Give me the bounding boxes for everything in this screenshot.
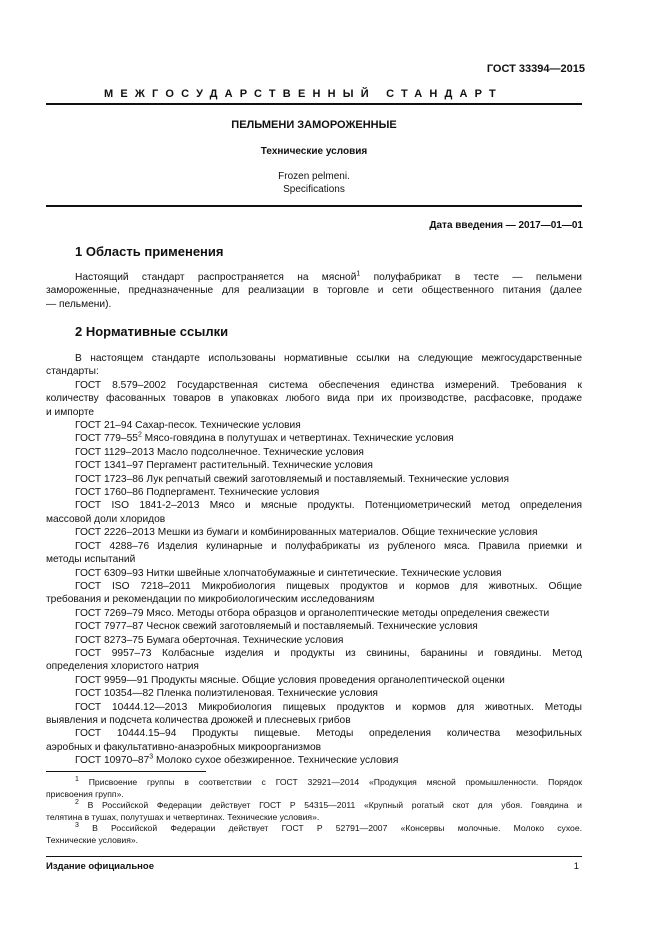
reference-line: ГОСТ 1760–86 Подпергамент. Технические условия — [75, 487, 320, 499]
reference-line: ГОСТ 1341–97 Пергамент растительный. Технические условия — [75, 460, 373, 472]
reference-line: ГОСТ 6309–93 Нитки швейные хлопчатобумажные и синтетические. Технические условия — [75, 567, 502, 579]
reference-line: ГОСТ 7269–79 Мясо. Методы отбора образцов и органолептические методы определения свежести — [75, 607, 550, 619]
reference-line: ГОСТ 21–94 Сахар-песок. Технические условия — [75, 420, 301, 432]
reference-line: ГОСТ 10444.12—2013 Микробиология пищевых продуктов и кормов для животных. Методы — [75, 701, 582, 713]
header-rule — [46, 103, 582, 105]
page-number: 1 — [573, 861, 579, 872]
reference-line: ГОСТ 10354—82 Пленка полиэтиленовая. Технические условия — [75, 688, 378, 700]
footnotes — [46, 777, 582, 846]
footnote-separator — [46, 771, 206, 772]
document-subtitle: Технические условия — [260, 146, 368, 157]
reference-line: требования и рекомендации по микробиологическим исследованиям — [46, 594, 375, 606]
reference-line: ГОСТ 8.579–2002 Государственная система обеспечения единства измерений. Требования к — [75, 379, 582, 391]
document-title: ПЕЛЬМЕНИ ЗАМОРОЖЕННЫЕ — [231, 119, 397, 131]
text-line: Настоящий стандарт распространяется на мясной$^1$ полуфабрикат в тесте — пельмени — [75, 270, 582, 283]
reference-line: ГОСТ $10970-87^3$ Молоко сухое обезжиренное. Технические условия — [75, 753, 399, 767]
footnote-line: телятина в тушах, полутушах и четвертинах. Технические условия». — [46, 811, 320, 822]
english-title — [46, 170, 582, 196]
english-title-line: Frozen pelmeni. — [278, 171, 350, 182]
title-rule — [46, 205, 582, 207]
reference-line: количеству фасованных товаров в упаковках любого вида при их производстве, расфасовке, продаже — [46, 393, 582, 405]
text-line: — пельмени). — [46, 298, 112, 310]
footnote-line: Технические условия». — [46, 834, 139, 845]
reference-line: аэробных и факультативно-анаэробных микроорганизмов — [46, 741, 322, 753]
introduction-date: Дата введения — 2017—01—01 — [429, 220, 583, 231]
reference-line: и импорте — [46, 406, 95, 418]
reference-line: ГОСТ 9957–73 Колбасные изделия и продукты из свинины, баранины и говядины. Метод — [75, 647, 582, 659]
reference-line: ГОСТ 8273–75 Бумага оберточная. Технические условия — [75, 634, 344, 646]
reference-line: определения хлористого натрия — [46, 661, 199, 673]
footnote-line: $^3$ В Российской Федерации действует ГОСТ Р 52791—2007 «Консервы молочные. Молоко сухое. — [75, 822, 582, 833]
reference-line: ГОСТ 4288–76 Изделия кулинарные и полуфабрикаты из рубленого мяса. Правила приемки и — [75, 540, 582, 552]
reference-line: ГОСТ 10444.15–94 Продукты пищевые. Методы определения количества мезофильных — [75, 728, 582, 740]
reference-line: стандарты: — [46, 366, 99, 378]
reference-line: массовой доли хлоридов — [46, 513, 166, 525]
footnote-line: присвоения групп». — [46, 788, 124, 799]
reference-line: В настоящем стандарте использованы нормативные ссылки на следующие межгосударственные — [75, 353, 582, 364]
reference-line: методы испытаний — [46, 554, 136, 566]
footnote-line: $^1$ Присвоение группы в соответствии с ГОСТ 32921—2014 «Продукция мясной промышленности. Порядок — [75, 776, 582, 787]
footnote-line: $^2$ В Российской Федерации действует ГОСТ Р 54315—2011 «Крупный рогатый скот для убоя. Говядина и — [75, 799, 582, 810]
reference-line: выявления и подсчета количества дрожжей и плесневых грибов — [46, 714, 351, 726]
section-1-heading: 1 Область применения — [75, 244, 224, 259]
official-edition-label: Издание официальное — [46, 861, 154, 872]
text-line: замороженные, предназначенные для реализации в торговле и сети общественного питания (далее — [46, 285, 582, 297]
section-2-heading: 2 Нормативные ссылки — [75, 324, 229, 339]
normative-references-list — [46, 352, 582, 768]
reference-line: ГОСТ 1129–2013 Масло подсолнечное. Технические условия — [75, 446, 364, 458]
english-title-line: Specifications — [283, 184, 345, 195]
reference-line: ГОСТ 1723–86 Лук репчатый свежий заготовляемый и поставляемый. Технические условия — [75, 473, 509, 485]
footer-rule — [46, 856, 582, 857]
reference-line: ГОСТ 9959—91 Продукты мясные. Общие условия проведения органолептической оценки — [75, 674, 505, 686]
reference-line: ГОСТ 7977–87 Чеснок свежий заготовляемый и поставляемый. Технические условия — [75, 621, 478, 633]
reference-line: ГОСТ ISO 7218–2011 Микробиология пищевых продуктов и кормов для животных. Общие — [75, 580, 582, 592]
document-number: ГОСТ 33394—2015 — [486, 63, 585, 75]
section-1-text — [46, 271, 582, 311]
reference-line: ГОСТ $779-55^2$ Мясо-говядина в полутушах и четвертинах. Технические условия — [75, 432, 454, 445]
standard-type-banner: МЕЖГОСУДАРСТВЕННЫЙ СТАНДАРТ — [104, 88, 503, 100]
reference-line: ГОСТ 2226–2013 Мешки из бумаги и комбинированных материалов. Общие технические условия — [75, 527, 538, 539]
reference-line: ГОСТ ISO 1841-2–2013 Мясо и мясные продукты. Потенциометрический метод определения — [75, 500, 582, 512]
